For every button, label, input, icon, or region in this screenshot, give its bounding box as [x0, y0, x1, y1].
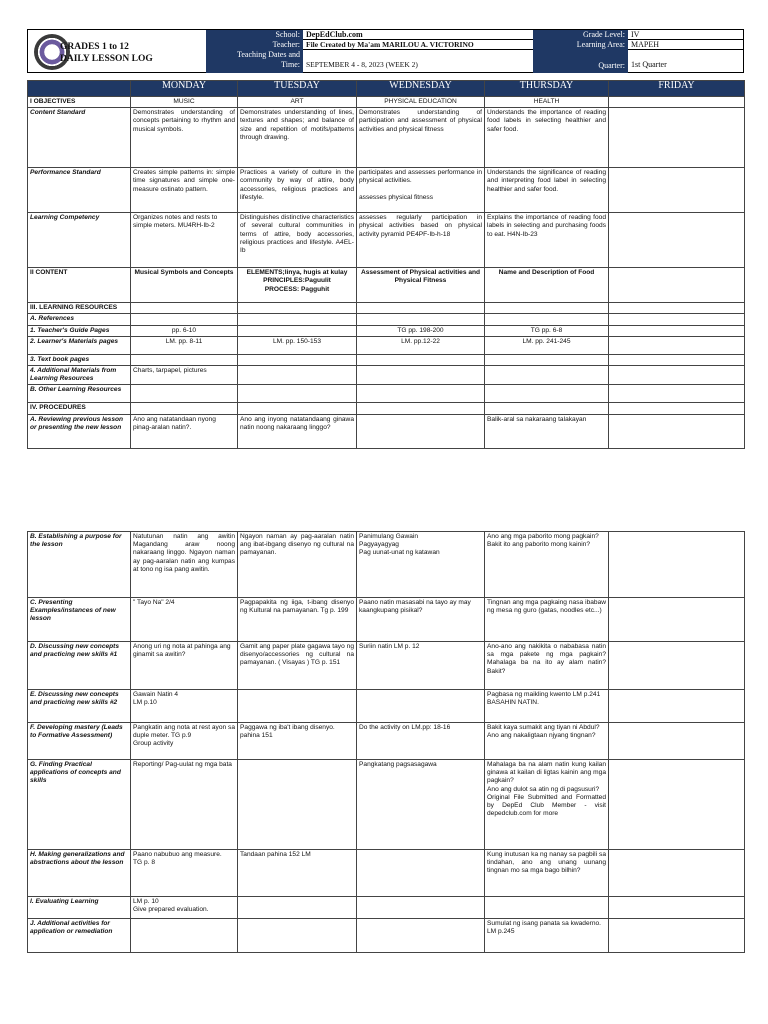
row-label-performance-standard: Performance Standard [28, 168, 131, 213]
cell-friday [609, 403, 745, 414]
row-label-j-additional-activities-for-application-or-remediation: J. Additional activities for application or remediation [28, 919, 131, 953]
cell-monday [131, 354, 238, 365]
cell-tuesday: Ngayon naman ay pag-aaralan natin ang ibat-ibgang disenyo ng cultural na pamayanan. [238, 532, 357, 598]
cell-monday: Ano ang natatandaan nyong pinag-aralan natin?. [131, 414, 238, 448]
cell-tuesday: Demonstrates understanding of lines, textures and shapes; and balance of size and repetition of motifs/patterns through drawing. [238, 108, 357, 168]
cell-friday [609, 760, 745, 850]
corner-cell [28, 81, 131, 97]
cell-thursday: Pagbasa ng maikling kwento LM p.241 BASAHIN NATIN. [485, 690, 609, 723]
cell-tuesday: Ano ang inyong natatandaang ginawa natin noong nakaraang linggo? [238, 414, 357, 448]
lesson-log-table-part1 [27, 80, 745, 449]
cell-friday [609, 532, 745, 598]
cell-friday [609, 366, 745, 385]
cell-tuesday [238, 385, 357, 403]
cell-tuesday [238, 325, 357, 336]
day-header-wednesday: WEDNESDAY [357, 81, 485, 97]
cell-wednesday: participates and assesses performance in physical activities. assesses physical fitness [357, 168, 485, 213]
cell-thursday: Name and Description of Food [485, 268, 609, 303]
cell-friday [609, 385, 745, 403]
cell-wednesday: Panimulang Gawain Pagyayagyag Pag uunat-unat ng katawan [357, 532, 485, 598]
cell-thursday: Understands the importance of reading food labels in selecting healthier and safer food. [485, 108, 609, 168]
row-label-d-discussing-new-concepts-and-practicing-new-skills-1: D. Discussing new concepts and practicing new skills #1 [28, 642, 131, 690]
cell-monday [131, 919, 238, 953]
cell-monday [131, 314, 238, 325]
cell-thursday: Balik-aral sa nakaraang talakayan [485, 414, 609, 448]
row-label-content-standard: Content Standard [28, 108, 131, 168]
cell-wednesday: LM. pp.12-22 [357, 336, 485, 354]
day-header-tuesday: TUESDAY [238, 81, 357, 97]
cell-thursday: LM. pp. 241-245 [485, 336, 609, 354]
table-row [28, 690, 745, 723]
cell-monday: Musical Symbols and Concepts [131, 268, 238, 303]
cell-thursday [485, 314, 609, 325]
cell-tuesday: Pagpapakita ng iiga, t-ibang disenyo ng Kultural na pamayanan. Tg p. 199 [238, 598, 357, 642]
cell-thursday: Ano ang mga paborito mong pagkain? Bakit ito ang paborito mong kainin? [485, 532, 609, 598]
grade-label: Grade Level: [533, 30, 628, 40]
cell-friday [609, 598, 745, 642]
cell-monday: Natutunan natin ang awitin Magandang araw noong nakaraang linggo. Ngayon naman ay pag-aaralan natin ang kumpas at tono ng isa pang awitin. [131, 532, 238, 598]
cell-friday [609, 354, 745, 365]
cell-wednesday: Demonstrates understanding of participation and assessment of physical activities and physical fitness [357, 108, 485, 168]
header-box [27, 29, 744, 73]
cell-monday: " Tayo Na" 2/4 [131, 598, 238, 642]
row-label-2-learner-s-materials-pages: 2. Learner's Materials pages [28, 336, 131, 354]
row-label-1-teacher-s-guide-pages: 1. Teacher's Guide Pages [28, 325, 131, 336]
cell-thursday: Mahalaga ba na alam natin kung kailan ginawa at kailan di ligtas kainin ang mga pagkain? Ano ang dulot sa atin ng di pagsusuri? Original File Submitted and Formatted by DepEd Club Member - visit depedclub.com for more [485, 760, 609, 850]
row-label-iv-procedures: IV. PROCEDURES [28, 403, 131, 414]
row-label-e-discussing-new-concepts-and-practicing-new-skills-2: E. Discussing new concepts and practicing new skills #2 [28, 690, 131, 723]
cell-tuesday [238, 403, 357, 414]
cell-monday: Reporting/ Pag-uulat ng mga bata [131, 760, 238, 850]
cell-friday [609, 642, 745, 690]
school-value: DepEdClub.com [303, 30, 533, 40]
day-header-friday: FRIDAY [609, 81, 745, 97]
cell-tuesday [238, 897, 357, 919]
cell-monday: pp. 6-10 [131, 325, 238, 336]
cell-wednesday: Suriin natin LM p. 12 [357, 642, 485, 690]
cell-tuesday: Gamit ang paper plate gagawa tayo ng disenyo/accessories ng cultural na pamayanan. ( Visayas ) TG p. 151 [238, 642, 357, 690]
cell-monday: Demonstrates understanding of concepts pertaining to rhythm and musical symbols. [131, 108, 238, 168]
cell-monday: Paano nabubuo ang measure. TG p. 8 [131, 850, 238, 897]
table-row [28, 336, 745, 354]
table-row [28, 325, 745, 336]
cell-thursday: Explains the importance of reading food labels in selecting and purchasing foods to eat. H4N-Ib-23 [485, 213, 609, 268]
cell-wednesday [357, 403, 485, 414]
dates-value: SEPTEMBER 4 - 8, 2023 (WEEK 2) [306, 60, 418, 69]
cell-thursday: Sumulat ng isang panata sa kwaderno. LM p.245 [485, 919, 609, 953]
cell-thursday: HEALTH [485, 97, 609, 108]
row-label-i-objectives: I OBJECTIVES [28, 97, 131, 108]
document-title: GRADES 1 to 12 DAILY LESSON LOG [60, 42, 153, 64]
cell-wednesday: Do the activity on LM.pp: 18-16 [357, 723, 485, 760]
cell-friday [609, 336, 745, 354]
cell-tuesday [238, 690, 357, 723]
area-value: MAPEH [628, 40, 743, 50]
cell-thursday: Tingnan ang mga pagkaing nasa ibabaw ng mesa ng guro (gatas, noodles etc...) [485, 598, 609, 642]
cell-monday: Organizes notes and rests to simple meters. MU4RH-Ib-2 [131, 213, 238, 268]
cell-monday: Charts, tarpapel, pictures [131, 366, 238, 385]
cell-monday: LM. pp. 8-11 [131, 336, 238, 354]
row-label-g-finding-practical-applications-of-concepts-and-skills: G. Finding Practical applications of concepts and skills [28, 760, 131, 850]
table-row [28, 268, 745, 303]
cell-thursday: TG pp. 6-8 [485, 325, 609, 336]
lesson-log-table-part2 [27, 531, 745, 953]
cell-friday [609, 268, 745, 303]
cell-monday: Pangkatin ang nota at rest ayon sa duple meter. TG p.9 Group activity [131, 723, 238, 760]
cell-wednesday [357, 354, 485, 365]
cell-thursday [485, 354, 609, 365]
row-label-a-reviewing-previous-lesson-or-presenting-the-new-lesson: A. Reviewing previous lesson or presenting the new lesson [28, 414, 131, 448]
cell-monday: Creates simple patterns in: simple time signatures and simple one-measure ostinato pattern. [131, 168, 238, 213]
table-row [28, 385, 745, 403]
cell-wednesday: assesses regularly participation in physical activities based on physical activity pyramid PE4PF-Ib-h-18 [357, 213, 485, 268]
table-row [28, 303, 745, 314]
cell-wednesday [357, 385, 485, 403]
cell-monday: MUSIC [131, 97, 238, 108]
table-row [28, 366, 745, 385]
cell-friday [609, 213, 745, 268]
row-label-ii-content: II CONTENT [28, 268, 131, 303]
row-label-h-making-generalizations-and-abstractions-about-the-lesson: H. Making generalizations and abstractions about the lesson [28, 850, 131, 897]
cell-tuesday [238, 303, 357, 314]
cell-tuesday [238, 354, 357, 365]
cell-thursday [485, 403, 609, 414]
quarter-value: 1st Quarter [631, 60, 667, 69]
cell-wednesday: Assessment of Physical activities and Physical Fitness [357, 268, 485, 303]
table-row [28, 850, 745, 897]
cell-monday [131, 303, 238, 314]
quarter-label: Quarter: [533, 50, 628, 73]
table-row [28, 919, 745, 953]
table-row [28, 598, 745, 642]
cell-friday [609, 850, 745, 897]
table-row [28, 108, 745, 168]
cell-monday [131, 403, 238, 414]
cell-thursday: Understands the significance of reading and interpreting food label in selecting healthier and safer food. [485, 168, 609, 213]
cell-friday [609, 414, 745, 448]
row-label-i-evaluating-learning: I. Evaluating Learning [28, 897, 131, 919]
cell-tuesday [238, 314, 357, 325]
day-header-row [28, 81, 745, 97]
table-row [28, 314, 745, 325]
cell-friday [609, 897, 745, 919]
cell-tuesday: Practices a variety of culture in the community by way of attire, body accessories, religious practices and lifestyle. [238, 168, 357, 213]
table-row [28, 642, 745, 690]
cell-wednesday: Pangkatang pagsasagawa [357, 760, 485, 850]
table-row [28, 354, 745, 365]
grade-value: IV [628, 30, 743, 40]
cell-monday [131, 385, 238, 403]
table-row [28, 723, 745, 760]
cell-tuesday [238, 919, 357, 953]
cell-thursday [485, 366, 609, 385]
school-label: School: [206, 30, 303, 40]
table-row [28, 532, 745, 598]
row-label-4-additional-materials-from-learning-resources: 4. Additional Materials from Learning Resources [28, 366, 131, 385]
table-row [28, 760, 745, 850]
cell-wednesday [357, 314, 485, 325]
cell-friday [609, 168, 745, 213]
cell-friday [609, 108, 745, 168]
cell-monday: Gawain Natin 4 LM p.10 [131, 690, 238, 723]
cell-friday [609, 314, 745, 325]
cell-friday [609, 303, 745, 314]
cell-friday [609, 325, 745, 336]
cell-thursday [485, 385, 609, 403]
cell-monday: Anong uri ng nota at pahinga ang ginamit sa awitin? [131, 642, 238, 690]
teacher-label: Teacher: [206, 40, 303, 50]
cell-tuesday: Paggawa ng iba't ibang disenyo. pahina 151 [238, 723, 357, 760]
cell-wednesday: Paano natin masasabi na tayo ay may kaangkupang pisikal? [357, 598, 485, 642]
dates-label: Teaching Dates and Time: [206, 50, 303, 73]
cell-tuesday [238, 760, 357, 850]
cell-monday: LM p. 10 Give prepared evaluation. [131, 897, 238, 919]
day-header-monday: MONDAY [131, 81, 238, 97]
cell-wednesday [357, 919, 485, 953]
cell-friday [609, 723, 745, 760]
row-label-f-developing-mastery-leads-to-formative-assessment: F. Developing mastery (Leads to Formative Assessment) [28, 723, 131, 760]
cell-thursday: Bakit kaya sumakit ang tiyan ni Abdul? Ano ang nakaligtaan njyang tingnan? [485, 723, 609, 760]
cell-wednesday [357, 690, 485, 723]
row-label-b-establishing-a-purpose-for-the-lesson: B. Establishing a purpose for the lesson [28, 532, 131, 598]
cell-thursday: Ano-ano ang nakikita o nababasa natin sa mga pakete ng mga pagkain? Mahalaga ba na ito ay alam natin? Bakit? [485, 642, 609, 690]
row-label-a-references: A. References [28, 314, 131, 325]
row-label-3-text-book-pages: 3. Text book pages [28, 354, 131, 365]
table-row [28, 213, 745, 268]
cell-thursday [485, 897, 609, 919]
cell-wednesday [357, 850, 485, 897]
cell-tuesday [238, 366, 357, 385]
cell-tuesday: LM. pp. 150-153 [238, 336, 357, 354]
table-row [28, 897, 745, 919]
cell-wednesday [357, 366, 485, 385]
cell-friday [609, 97, 745, 108]
cell-tuesday: ELEMENTS;linya, hugis at kulay PRINCIPLES:Paguulit PROCESS: Pagguhit [238, 268, 357, 303]
cell-tuesday: Distinguishes distinctive characteristics of several cultural communities in terms of attire, body accessories, religious practices and lifestyle. A4EL-Ib [238, 213, 357, 268]
cell-friday [609, 690, 745, 723]
teacher-value: File Created by Ma'am MARILOU A. VICTORINO [303, 40, 533, 50]
cell-wednesday: PHYSICAL EDUCATION [357, 97, 485, 108]
row-label-c-presenting-examples-instances-of-new-lesson: C. Presenting Examples/instances of new lesson [28, 598, 131, 642]
table-row [28, 168, 745, 213]
row-label-learning-competency: Learning Competency [28, 213, 131, 268]
table-row [28, 97, 745, 108]
cell-wednesday [357, 414, 485, 448]
row-label-iii-learning-resources: III. LEARNING RESOURCES [28, 303, 131, 314]
table-row [28, 414, 745, 448]
cell-tuesday: ART [238, 97, 357, 108]
cell-wednesday [357, 897, 485, 919]
cell-tuesday: Tandaan pahina 152 LM [238, 850, 357, 897]
cell-thursday: Kung inutusan ka ng nanay sa pagbili sa tindahan, ano ang unang uunang tingnan mo sa mga bago bilhin? [485, 850, 609, 897]
cell-friday [609, 919, 745, 953]
area-label: Learning Area: [533, 40, 628, 50]
row-label-b-other-learning-resources: B. Other Learning Resources [28, 385, 131, 403]
cell-thursday [485, 303, 609, 314]
day-header-thursday: THURSDAY [485, 81, 609, 97]
table-row [28, 403, 745, 414]
cell-wednesday: TG pp. 198-200 [357, 325, 485, 336]
cell-wednesday [357, 303, 485, 314]
